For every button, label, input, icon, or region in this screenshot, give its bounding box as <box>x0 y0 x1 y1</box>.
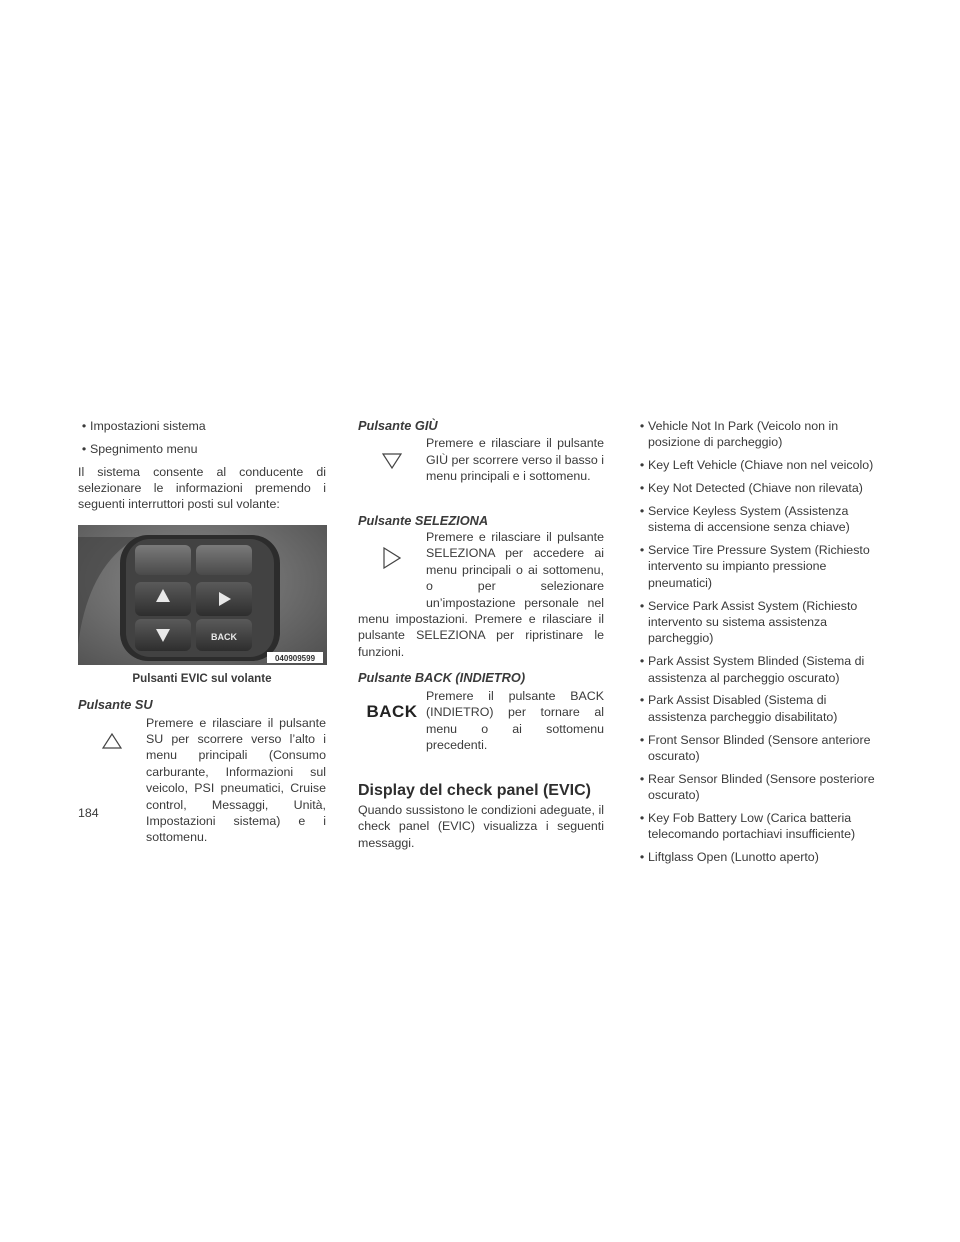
giu-heading: Pulsante GIÙ <box>358 418 438 433</box>
seleziona-text: Premere e rilasciare il pulsante SELEZIONA per accedere ai menu principali o ai sottomenu, o per selezionare un’impostazione personale nel menu impostazioni. Premere e rilasciare il pulsante SELEZIONA per ripristinare le funzioni. <box>358 530 604 659</box>
list-item-text: Key Not Detected (Chiave non rilevata) <box>648 481 863 495</box>
back-description <box>358 688 604 754</box>
section-paragraph: Quando sussistono le condizioni adeguate, il check panel (EVIC) visualizza i seguenti messaggi. <box>358 802 604 850</box>
su-heading: Pulsante SU <box>78 697 153 713</box>
right-arrow-icon <box>358 529 426 599</box>
list-item-text: Rear Sensor Blinded (Sensore posteriore oscurato) <box>648 771 875 803</box>
list-item-text: Service Tire Pressure System (Richiesto intervento su impianto pressione pneumatici) <box>648 543 870 590</box>
list-item: • Park Assist System Blinded (Sistema di assistenza al parcheggio oscurato) <box>636 653 884 686</box>
list-item-text: Vehicle Not In Park (Veicolo non in posizione di parcheggio) <box>648 419 839 450</box>
giu-description <box>358 435 604 484</box>
list-item: • Key Not Detected (Chiave non rilevata) <box>636 480 884 496</box>
list-item: • Park Assist Disabled (Sistema di assistenza parcheggio disabilitato) <box>636 692 884 725</box>
list-item: • Key Left Vehicle (Chiave non nel veicolo) <box>636 457 884 473</box>
intro-paragraph: Il sistema consente al conducente di selezionare le informazioni premendo i seguenti interruttori posti sul volante: <box>78 464 326 512</box>
list-item: • Service Park Assist System (Richiesto intervento su sistema assistenza parcheggio) <box>636 598 884 647</box>
seleziona-heading: Pulsante SELEZIONA <box>358 512 489 528</box>
su-text: Premere e rilasciare il pulsante SU per scorrere verso l’alto i menu principali (Consumo carburante, Informazioni sul veicolo, PSI pneumatici, Cruise control, Messaggi, Unità, Impostazioni sistema) e i sottomenu. <box>146 715 326 845</box>
su-description <box>78 715 326 846</box>
list-item: • Service Tire Pressure System (Richiesto intervento su impianto pressione pneumatici) <box>636 542 884 591</box>
list-item-text: Spegnimento menu <box>90 441 198 456</box>
back-text: Premere il pulsante BACK (INDIETRO) per tornare al menu o ai sottomenu precedenti. <box>426 688 604 752</box>
giu-text: Premere e rilasciare il pulsante GIÙ per scorrere verso il basso i menu principali e i sottomenu. <box>426 436 604 484</box>
list-item-text: Key Fob Battery Low (Carica batteria telecomando portachiavi insufficiente) <box>648 811 856 842</box>
list-item: • Rear Sensor Blinded (Sensore posteriore oscurato) <box>636 771 884 804</box>
right-column <box>636 418 884 872</box>
list-item-text: Service Keyless System (Assistenza sistema di accensione senza chiave) <box>648 503 850 535</box>
list-item: • Vehicle Not In Park (Veicolo non in posizione di parcheggio) <box>636 418 884 451</box>
figure-code: 040909599 <box>274 653 316 663</box>
left-column <box>78 418 326 846</box>
evic-buttons-illustration <box>78 525 327 665</box>
list-item-text: Service Park Assist System (Richiesto intervento su sistema assistenza parcheggio) <box>648 598 858 646</box>
middle-column <box>358 418 604 863</box>
steering-wheel-buttons-photo <box>78 525 327 665</box>
list-item: • Liftglass Open (Lunotto aperto) <box>636 849 884 865</box>
back-heading: Pulsante BACK (INDIETRO) <box>358 670 526 686</box>
down-arrow-icon <box>358 435 426 484</box>
page-number: 184 <box>78 806 99 820</box>
list-item-text: Impostazioni sistema <box>90 419 206 433</box>
list-item-text: Park Assist System Blinded (Sistema di assistenza al parcheggio oscurato) <box>648 654 865 685</box>
section-title: Display del check panel (EVIC) <box>358 782 591 800</box>
seleziona-description <box>358 529 604 660</box>
back-icon: BACK <box>366 701 418 721</box>
list-item: • Service Keyless System (Assistenza sistema di accensione senza chiave) <box>636 503 884 536</box>
list-item-text: Park Assist Disabled (Sistema di assistenza parcheggio disabilitato) <box>648 693 838 724</box>
list-item-text: Key Left Vehicle (Chiave non nel veicolo) <box>648 458 874 473</box>
list-item-text: Liftglass Open (Lunotto aperto) <box>648 850 819 865</box>
back-key-label: BACK <box>211 631 237 642</box>
figure-caption: Pulsanti EVIC sul volante <box>132 671 272 685</box>
list-item: • Key Fob Battery Low (Carica batteria telecomando portachiavi insufficiente) <box>636 810 884 843</box>
list-item: • Spegnimento menu <box>78 441 326 457</box>
list-item: • Front Sensor Blinded (Sensore anteriore oscurato) <box>636 732 884 765</box>
list-item-text: Front Sensor Blinded (Sensore anteriore oscurato) <box>648 732 871 764</box>
up-arrow-icon <box>78 715 146 846</box>
list-item: • Impostazioni sistema <box>78 418 326 434</box>
